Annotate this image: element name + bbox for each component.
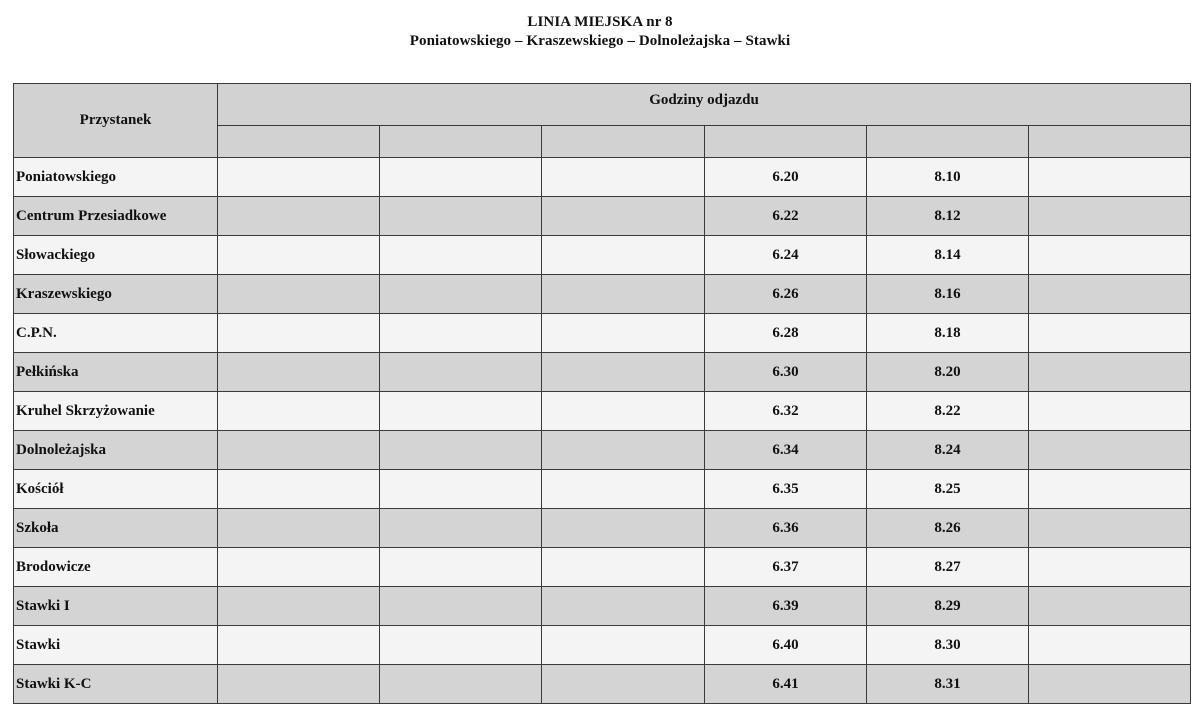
time-cell [1029, 548, 1191, 587]
time-cell [380, 275, 542, 314]
stop-name: Pełkińska [14, 353, 218, 392]
stop-name: Stawki I [14, 587, 218, 626]
time-cell [380, 509, 542, 548]
time-cell [218, 509, 380, 548]
time-cell: 8.31 [867, 665, 1029, 704]
time-cell [542, 392, 705, 431]
time-cell [542, 509, 705, 548]
table-row [14, 314, 1191, 353]
time-cell: 8.27 [867, 548, 1029, 587]
time-cell: 6.30 [705, 353, 867, 392]
time-cell [218, 197, 380, 236]
time-cell: 8.18 [867, 314, 1029, 353]
time-cell [1029, 158, 1191, 197]
time-cell [542, 587, 705, 626]
time-cell [1029, 236, 1191, 275]
table-row [14, 509, 1191, 548]
time-cell: 6.37 [705, 548, 867, 587]
time-cell [1029, 626, 1191, 665]
time-cell [218, 587, 380, 626]
time-cell [380, 197, 542, 236]
time-cell [1029, 392, 1191, 431]
stop-name: Kościół [14, 470, 218, 509]
table-row [14, 158, 1191, 197]
time-column-header-5 [867, 126, 1029, 158]
time-cell [1029, 509, 1191, 548]
time-cell [218, 431, 380, 470]
time-cell [1029, 197, 1191, 236]
time-cell [1029, 470, 1191, 509]
time-cell [542, 197, 705, 236]
time-cell [218, 314, 380, 353]
time-cell: 6.41 [705, 665, 867, 704]
time-column-header-2 [380, 126, 542, 158]
time-cell [1029, 275, 1191, 314]
table-row [14, 197, 1191, 236]
table-row [14, 392, 1191, 431]
time-cell [542, 431, 705, 470]
time-cell [1029, 587, 1191, 626]
time-cell: 8.24 [867, 431, 1029, 470]
time-cell: 6.24 [705, 236, 867, 275]
time-cell: 8.22 [867, 392, 1029, 431]
time-cell [542, 548, 705, 587]
time-cell: 6.34 [705, 431, 867, 470]
stop-name: Szkoła [14, 509, 218, 548]
time-cell [542, 353, 705, 392]
table-row [14, 236, 1191, 275]
time-cell [380, 314, 542, 353]
time-cell: 6.20 [705, 158, 867, 197]
time-cell [380, 548, 542, 587]
time-cell [218, 470, 380, 509]
departure-times-header: Godziny odjazdu [218, 84, 1191, 126]
time-cell [218, 626, 380, 665]
time-cell: 6.26 [705, 275, 867, 314]
table-row [14, 665, 1191, 704]
stop-name: Dolnoleżajska [14, 431, 218, 470]
stop-name: Kraszewskiego [14, 275, 218, 314]
time-cell: 6.36 [705, 509, 867, 548]
document-title [0, 13, 1200, 51]
stop-name: Stawki [14, 626, 218, 665]
time-cell [542, 275, 705, 314]
line-title: LINIA MIEJSKA nr 8 [527, 14, 673, 30]
time-cell [542, 626, 705, 665]
stop-name: Brodowicze [14, 548, 218, 587]
time-cell [1029, 353, 1191, 392]
table-row [14, 548, 1191, 587]
table-row [14, 587, 1191, 626]
stop-name: Stawki K-C [14, 665, 218, 704]
time-cell: 8.16 [867, 275, 1029, 314]
time-column-header-3 [542, 126, 705, 158]
time-cell [542, 314, 705, 353]
timetable [13, 83, 1191, 704]
time-cell [1029, 665, 1191, 704]
table-row [14, 626, 1191, 665]
time-cell [1029, 431, 1191, 470]
time-cell: 8.30 [867, 626, 1029, 665]
time-cell: 8.14 [867, 236, 1029, 275]
time-cell: 6.28 [705, 314, 867, 353]
stop-name: Słowackiego [14, 236, 218, 275]
time-column-header-4 [705, 126, 867, 158]
time-cell [380, 353, 542, 392]
time-cell [542, 665, 705, 704]
time-cell [380, 665, 542, 704]
time-cell [380, 158, 542, 197]
time-cell [380, 431, 542, 470]
stop-name: Kruhel Skrzyżowanie [14, 392, 218, 431]
time-cell [1029, 314, 1191, 353]
table-row [14, 275, 1191, 314]
time-cell [218, 665, 380, 704]
time-cell: 6.22 [705, 197, 867, 236]
stop-name: Poniatowskiego [14, 158, 218, 197]
time-cell [218, 548, 380, 587]
time-cell: 8.25 [867, 470, 1029, 509]
table-row [14, 431, 1191, 470]
time-cell [380, 470, 542, 509]
time-cell [380, 587, 542, 626]
stop-column-header: Przystanek [14, 84, 218, 158]
time-cell [218, 158, 380, 197]
table-row [14, 470, 1191, 509]
time-cell: 8.10 [867, 158, 1029, 197]
time-cell [380, 626, 542, 665]
time-cell [380, 392, 542, 431]
time-cell [380, 236, 542, 275]
time-cell [218, 353, 380, 392]
time-cell: 6.39 [705, 587, 867, 626]
time-cell [218, 392, 380, 431]
time-cell: 8.26 [867, 509, 1029, 548]
time-cell [218, 236, 380, 275]
time-cell: 6.40 [705, 626, 867, 665]
time-cell: 8.12 [867, 197, 1029, 236]
stop-name: C.P.N. [14, 314, 218, 353]
time-cell: 8.20 [867, 353, 1029, 392]
route-title: Poniatowskiego – Kraszewskiego – Dolnoleżajska – Stawki [409, 33, 791, 49]
time-cell [542, 470, 705, 509]
time-cell [218, 275, 380, 314]
time-cell: 6.35 [705, 470, 867, 509]
time-cell: 6.32 [705, 392, 867, 431]
time-column-header-6 [1029, 126, 1191, 158]
time-cell [542, 158, 705, 197]
time-cell: 8.29 [867, 587, 1029, 626]
time-column-header-1 [218, 126, 380, 158]
stop-name: Centrum Przesiadkowe [14, 197, 218, 236]
time-cell [542, 236, 705, 275]
table-row [14, 353, 1191, 392]
